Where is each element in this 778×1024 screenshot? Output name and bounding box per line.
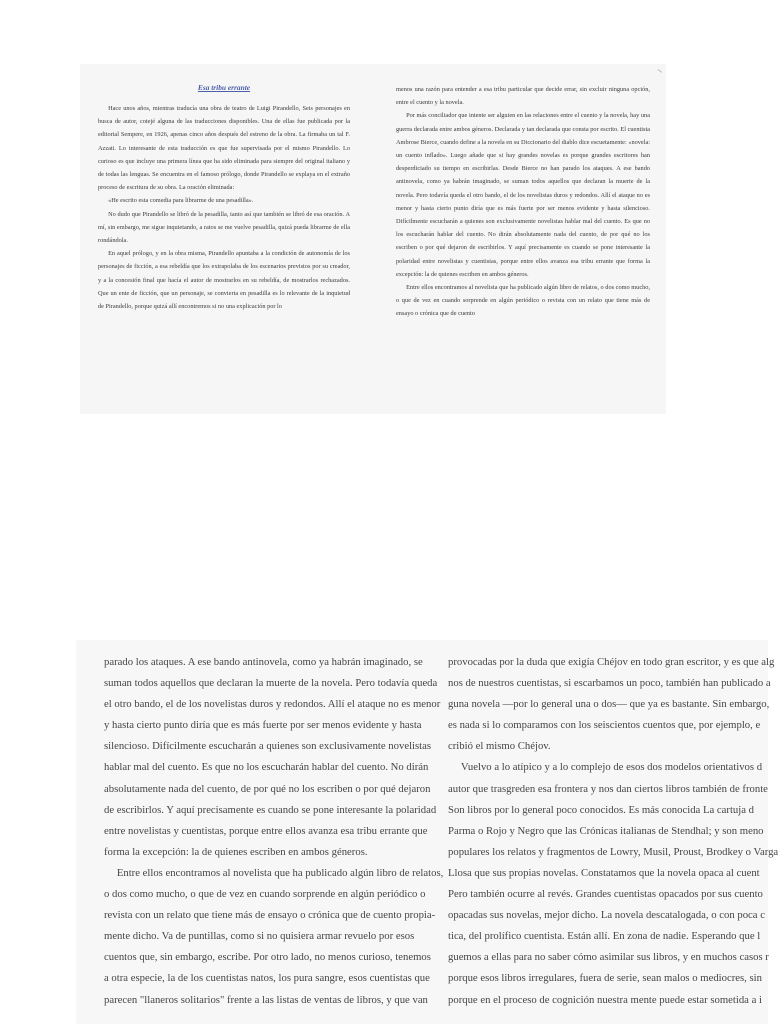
text-line: Parma o Rojo y Negro que las Crónicas italianas de Stendhal; y son meno xyxy=(448,824,764,837)
text-line: Pero también ocurre al revés. Grandes cuentistas opacados por sus cuento xyxy=(448,888,763,901)
text-line: parado los ataques. A ese bando antinovela, como ya habrán imaginado, se xyxy=(104,656,423,668)
bottom-page-scan xyxy=(76,640,778,1024)
text-line: hablar mal del cuento. Es que no los escucharán hablar del cuento. No dirán xyxy=(104,761,429,774)
bottom-right-column xyxy=(448,652,778,1011)
text-line: autor que trasgreden esa frontera y nos dan ciertos libros también de fronte xyxy=(448,782,768,795)
text-line: guemos a ellas para no saber cómo asimilar sus libros, y en muchos casos r xyxy=(448,951,769,964)
chapter-title: Esa tribu errante xyxy=(197,83,251,92)
bottom-left-column xyxy=(104,652,444,1011)
text-line: cuentos que, sin embargo, escribe. Por otro lado, no menos curioso, tenemos xyxy=(104,951,431,964)
text-line: a otra especie, la de los cuentistas natos, los pura sangre, esos cuentistas que xyxy=(104,972,430,985)
top-left-column xyxy=(98,82,350,313)
top-right-column xyxy=(396,83,650,321)
paragraph: Por más conciliador que intente ser alguien en las relaciones entre el cuento y la novela, hay una guerra declarada entre ambos géneros. Declarada y tan declarada que consta por escrito. El cuentista Ambrose Bierce, cuando define a la novela en su Diccionario del diablo dice escuetamente: «novela: un cuento inflado». Luego añade que si hay grandes novelas es porque grandes escritores han desperdiciado su tiempo en escribirlas. Desde Bierce no han parado los ataques. A ese bando antinovela, como ya habrán imaginado, se suman todos aquellos que declaran la muerte de la novela. Pero todavía queda el otro bando, el de los novelistas duros y redondos. Allí el ataque no es menor y hasta cierto punto diría que es más fuerte por ser menos evidente y hasta silencioso. Difícilmente escucharán a quienes son exclusivamente novelistas hablar mal del cuento. Es que no los escucharán hablar del cuento. No dirán absolutamente nada del cuento, de por qué no los escriben o por qué dejaron de escribirlos. Y aquí precisamente es cuando se pone interesante la polaridad entre novelistas y cuentistas, porque entre ellos avanza esa tribu errante que forma la excepción: la de quienes escriben en ambos géneros. xyxy=(396,112,650,278)
text-line: guna novela —por lo general una o dos— que ya es bastante. Sin embargo, xyxy=(448,698,770,711)
top-page-scan xyxy=(80,64,666,414)
text-line: es nada si lo comparamos con los seiscientos cuentos que, por ejemplo, e xyxy=(448,719,761,732)
text-line: Llosa que sus propias novelas. Constatamos que la novela opaca al cuent xyxy=(448,866,760,879)
paragraph: «He escrito esta comedia para librarme de una pesadilla». xyxy=(108,197,254,205)
text-line: revista con un relato que tiene más de ensayo o crónica que de cuento propia- xyxy=(104,909,436,922)
text-line: el otro bando, el de los novelistas duros y redondos. Allí el ataque no es menor xyxy=(104,698,441,711)
text-line: Son libros por lo general poco conocidos. Es más conocida La cartuja d xyxy=(448,803,754,816)
paragraph: menos una razón para entender a esa tribu particular que decide errar, sin excluir ninguna opción, entre el cuento y la novela. xyxy=(396,86,650,107)
text-line: provocadas por la duda que exigía Chéjov en todo gran escritor, y es que alg xyxy=(448,656,775,668)
paragraph: No dudo que Pirandello se libró de la pesadilla, tanto así que también se libró de esa oración. A mí, sin embargo, me sigue inquietando, a ratos se me vuelve pesadilla, quizá pueda librarme de ella rondándola. xyxy=(98,210,350,245)
paragraph: En aquel prólogo, y en la obra misma, Pirandello apuntaba a la condición de autonomía de los personajes de ficción, a esa rebeldía que los extrapolaba de los escenarios previstos por su creador, y a la concesión final que hacía el autor de mostrarlos en su rebeldía, de mostrarlos rechazados. Que un ente de ficción, que un personaje, se convierta en pesadilla es lo relevante de la inquietud de Pirandello, porque quizá allí encontremos si no una explicación por lo xyxy=(98,250,350,311)
text-line: parecen "llaneros solitarios" frente a las listas de ventas de libros, y que van xyxy=(104,993,428,1006)
text-line: opacadas sus novelas, mejor dicho. La novela descatalogada, o con poca c xyxy=(448,909,765,922)
text-line: Vuelvo a lo atípico y a lo complejo de esos dos modelos orientativos d xyxy=(460,761,763,774)
text-line: populares los relatos y fragmentos de Lowry, Musil, Proust, Brodkey o Varga xyxy=(448,845,778,858)
paragraph: Hace unos años, mientras traducía una obra de teatro de Luigi Pirandello, Seis personajes en busca de autor, cotejé alguna de las traducciones disponibles. Una de ellas fue publicada por la editorial Sempere, en 1926, apenas cinco años después del estreno de la obra. La firmaba un tal F. Azzati. Lo interesante de esta traducción es que fue supervisada por el mismo Pirandello. Lo curioso es que incluye una primera línea que ha sido eliminada para siempre del original italiano y de todas las lenguas. Se encuentra en el famoso prólogo, donde Pirandello se explaya en el extraño proceso de escritura de su obra. La oración eliminada: xyxy=(98,105,350,192)
text-line: nos de nuestros cuentistas, si escarbamos un poco, también han publicado a xyxy=(448,677,771,690)
text-line: de escribirlos. Y aquí precisamente es cuando se pone interesante la polaridad xyxy=(104,803,437,816)
text-line: porque esos libros irregulares, fuera de serie, sean malos o mediocres, sin xyxy=(448,972,762,985)
text-line: entre novelistas y cuentistas, porque entre ellos avanza esa tribu errante que xyxy=(104,824,428,837)
text-line: silencioso. Difícilmente escucharán a quienes son exclusivamente novelistas xyxy=(104,740,432,753)
text-line: cribió el mismo Chéjov. xyxy=(448,740,551,753)
text-line: suman todos aquellos que declaran la muerte de la novela. Pero todavía queda xyxy=(104,677,438,690)
text-line: forma la excepción: la de quienes escriben en ambos géneros. xyxy=(104,845,368,858)
text-line: porque en el proceso de cognición nuestra mente puede estar sometida a i xyxy=(448,993,762,1006)
text-line: tica, del prolífico cuentista. Están allí. En zona de nadie. Esperando que l xyxy=(448,930,761,943)
corner-mark xyxy=(655,69,663,77)
text-line: y hasta cierto punto diría que es más fuerte por ser menos evidente y hasta xyxy=(104,719,422,732)
text-line: mente dicho. Va de puntillas, como si no quisiera armar revuelo por esos xyxy=(104,930,415,943)
text-line: Entre ellos encontramos al novelista que ha publicado algún libro de relatos, xyxy=(116,866,444,879)
paragraph: Entre ellos encontramos al novelista que ha publicado algún libro de relatos, o dos como mucho, o que de vez en cuando sorprende en algún periódico o revista con un relato que tiene más de ensayo o crónica que de cuento xyxy=(396,284,650,318)
text-line: absolutamente nada del cuento, de por qué no los escriben o por qué dejaron xyxy=(104,782,431,795)
text-line: o dos como mucho, o que de vez en cuando sorprende en algún periódico o xyxy=(104,888,426,901)
